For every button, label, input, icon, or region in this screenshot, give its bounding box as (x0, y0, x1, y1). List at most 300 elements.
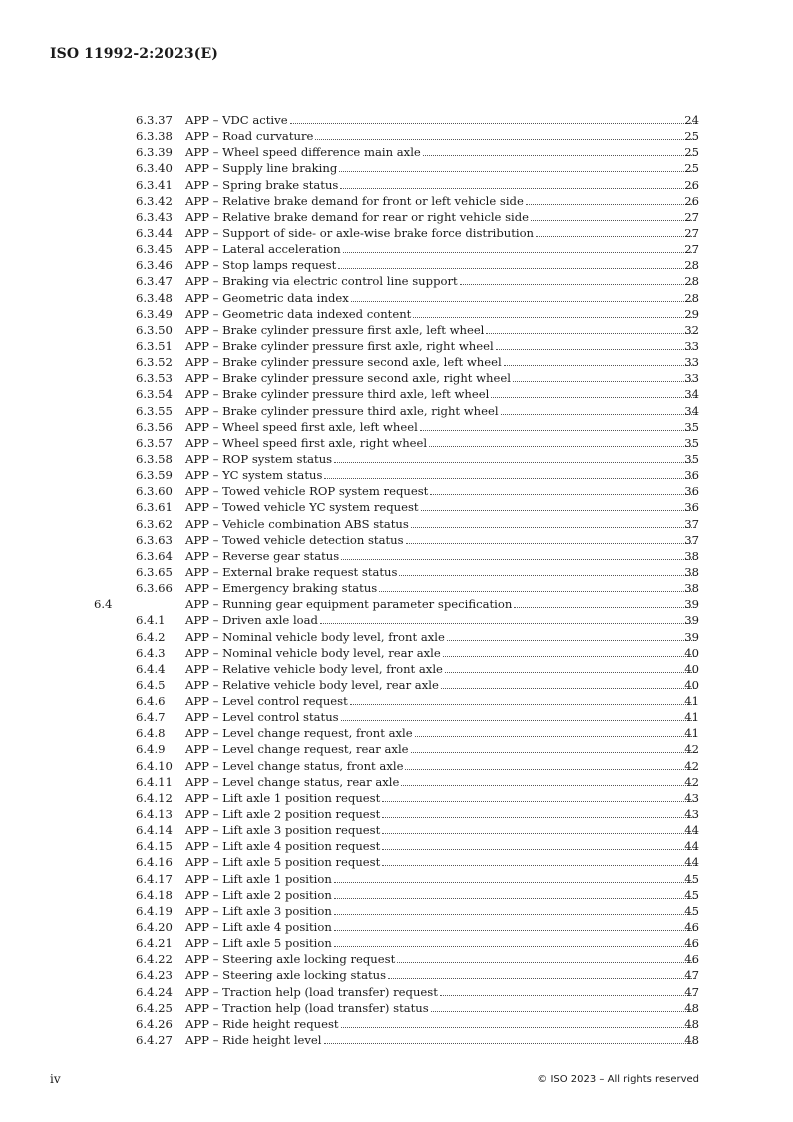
toc-entry-page: 38 (684, 581, 699, 596)
toc-entry[interactable] (0, 758, 793, 774)
toc-entry-title-wrap (185, 177, 697, 193)
dot-leader (399, 565, 696, 576)
toc-entry-title-wrap (185, 887, 697, 903)
toc-entry-page: 46 (684, 920, 699, 935)
toc-entry-title-wrap (185, 661, 697, 677)
dot-leader (334, 872, 696, 883)
toc-entry-number: 6.4.26 (136, 1016, 173, 1031)
toc-entry[interactable] (0, 935, 793, 951)
toc-entry[interactable] (0, 386, 793, 402)
toc-entry-title-wrap (185, 548, 697, 564)
toc-entry-number: 6.4.11 (136, 774, 173, 789)
toc-entry[interactable] (0, 499, 793, 515)
toc-entry[interactable] (0, 838, 793, 854)
toc-entry-number: 6.4.16 (136, 855, 173, 870)
toc-entry-title-wrap (185, 112, 697, 128)
toc-entry-number: 6.4.19 (136, 903, 173, 918)
toc-entry-title: APP – Brake cylinder pressure second axle, left wheel (185, 355, 502, 370)
toc-entry[interactable] (0, 322, 793, 338)
toc-entry-number: 6.3.56 (136, 419, 173, 434)
toc-entry-title: APP – Lift axle 2 position request (185, 807, 381, 822)
toc-entry-title: APP – Brake cylinder pressure first axle, right wheel (185, 338, 494, 353)
dot-leader (334, 936, 696, 947)
toc-entry-title: APP – Steering axle locking request (185, 952, 396, 967)
toc-entry-number: 6.3.62 (136, 516, 173, 531)
toc-entry-number: 6.4.23 (136, 968, 173, 983)
toc-entry-title-wrap (185, 499, 697, 515)
toc-entry-page: 39 (684, 597, 699, 612)
dot-leader (443, 646, 696, 657)
toc-entry[interactable] (0, 209, 793, 225)
toc-entry-page: 26 (684, 177, 699, 192)
toc-entry-title: APP – Brake cylinder pressure first axle, left wheel (185, 322, 485, 337)
toc-entry-page: 38 (684, 548, 699, 563)
toc-entry[interactable] (0, 709, 793, 725)
toc-entry-page: 36 (684, 500, 699, 515)
toc-entry-number: 6.3.59 (136, 468, 173, 483)
dot-leader (441, 678, 696, 689)
toc-entry-title: APP – Relative brake demand for front or left vehicle side (185, 193, 524, 208)
toc-entry-page: 40 (684, 661, 699, 676)
toc-entry-page: 42 (684, 742, 699, 757)
toc-entry-page: 34 (684, 387, 699, 402)
toc-entry-number: 6.4.15 (136, 839, 173, 854)
dot-leader (411, 742, 696, 753)
toc-entry[interactable] (0, 725, 793, 741)
toc-entry-title-wrap (185, 967, 697, 983)
toc-entry-page: 25 (684, 129, 699, 144)
toc-entry-number: 6.4.8 (136, 726, 166, 741)
toc-entry-page: 47 (684, 968, 699, 983)
toc-entry-title: APP – Relative vehicle body level, rear axle (185, 677, 439, 692)
toc-entry-number: 6.4.4 (136, 661, 166, 676)
toc-entry[interactable] (0, 612, 793, 628)
toc-entry-page: 25 (684, 161, 699, 176)
toc-entry-number: 6.4.5 (136, 677, 166, 692)
toc-entry-title-wrap (185, 790, 697, 806)
dot-leader (411, 517, 696, 528)
toc-entry-title-wrap (185, 709, 697, 725)
toc-entry[interactable] (0, 903, 793, 919)
toc-entry[interactable] (0, 661, 793, 677)
toc-entry-number: 6.4.9 (136, 742, 166, 757)
toc-entry-title-wrap (185, 564, 697, 580)
toc-entry-title-wrap (185, 322, 697, 338)
dot-leader (429, 436, 696, 447)
toc-entry[interactable] (0, 354, 793, 370)
toc-entry-number: 6.4.14 (136, 823, 173, 838)
toc-entry-title-wrap (185, 193, 697, 209)
dot-leader (501, 404, 696, 415)
toc-entry-page: 46 (684, 936, 699, 951)
toc-entry-title-wrap (185, 144, 697, 160)
toc-entry[interactable] (0, 1000, 793, 1016)
toc-entry[interactable] (0, 677, 793, 693)
toc-entry[interactable] (0, 241, 793, 257)
dot-leader (405, 759, 696, 770)
dot-leader (413, 307, 696, 318)
toc-entry[interactable] (0, 645, 793, 661)
toc-entry-title: APP – Traction help (load transfer) request (185, 984, 438, 999)
toc-entry[interactable] (0, 144, 793, 160)
toc-entry-number: 6.4.27 (136, 1033, 173, 1048)
toc-entry-title-wrap (185, 677, 697, 693)
toc-entry[interactable] (0, 580, 793, 596)
toc-entry-page: 39 (684, 613, 699, 628)
dot-leader (406, 533, 696, 544)
toc-entry-title-wrap (185, 871, 697, 887)
toc-entry-number: 6.4.20 (136, 920, 173, 935)
dot-leader (460, 274, 696, 285)
page-number: iv (50, 1072, 61, 1086)
toc-entry-number: 6.3.44 (136, 225, 173, 240)
toc-entry[interactable] (0, 257, 793, 273)
toc-entry-number: 6.3.46 (136, 258, 173, 273)
toc-entry-number: 6.3.63 (136, 532, 173, 547)
toc-entry-page: 44 (684, 855, 699, 870)
toc-entry-number: 6.3.65 (136, 564, 173, 579)
toc-entry-number: 6.3.43 (136, 209, 173, 224)
toc-entry-title: APP – Lift axle 4 position request (185, 839, 381, 854)
dot-leader (397, 952, 696, 963)
toc-entry[interactable] (0, 774, 793, 790)
dot-leader (401, 775, 696, 786)
toc-entry-page: 24 (684, 113, 699, 127)
toc-entry[interactable] (0, 741, 793, 757)
toc-entry[interactable] (0, 806, 793, 822)
toc-entry-page: 45 (684, 887, 699, 902)
toc-entry[interactable] (0, 435, 793, 451)
dot-leader (382, 791, 696, 802)
toc-entry-title-wrap (185, 741, 697, 757)
toc-entry-title-wrap (185, 919, 697, 935)
dot-leader (382, 839, 696, 850)
toc-entry-page: 41 (684, 726, 699, 741)
toc-entry[interactable] (0, 370, 793, 386)
toc-entry-number: 6.3.47 (136, 274, 173, 289)
dot-leader (496, 339, 696, 350)
toc-entry[interactable] (0, 193, 793, 209)
toc-entry[interactable] (0, 548, 793, 564)
dot-leader (445, 662, 696, 673)
dot-leader (379, 581, 696, 592)
toc-entry-page: 47 (684, 984, 699, 999)
toc-entry[interactable] (0, 290, 793, 306)
toc-entry-number: 6.3.42 (136, 193, 173, 208)
dot-leader (324, 468, 696, 479)
toc-entry-number: 6.3.38 (136, 129, 173, 144)
toc-entry-title: APP – Stop lamps request (185, 258, 337, 273)
toc-entry-page: 40 (684, 677, 699, 692)
toc-entry[interactable] (0, 419, 793, 435)
toc-entry-page: 44 (684, 839, 699, 854)
toc-entry[interactable] (0, 790, 793, 806)
toc-entry[interactable] (0, 225, 793, 241)
toc-entry[interactable] (0, 451, 793, 467)
dot-leader (334, 904, 696, 915)
toc-entry-title-wrap (185, 580, 697, 596)
dot-leader (526, 194, 696, 205)
toc-entry-title: APP – Nominal vehicle body level, front axle (185, 629, 445, 644)
toc-entry-page: 34 (684, 403, 699, 418)
toc-entry-title: APP – YC system status (185, 468, 323, 483)
toc-entry-title: APP – Level change status, rear axle (185, 774, 400, 789)
toc-entry-number: 6.4.2 (136, 629, 166, 644)
dot-leader (350, 694, 696, 705)
toc-entry-title: APP – Brake cylinder pressure second axle, right wheel (185, 371, 511, 386)
toc-entry-title: APP – Level control status (185, 710, 339, 725)
toc-entry-number: 6.4.18 (136, 887, 173, 902)
dot-leader (320, 613, 696, 624)
toc-entry-title-wrap (185, 290, 697, 306)
toc-entry-title-wrap (185, 612, 697, 628)
dot-leader (514, 597, 696, 608)
toc-entry[interactable] (0, 177, 793, 193)
toc-entry-number: 6.3.58 (136, 451, 173, 466)
toc-entry-title: APP – Level change request, rear axle (185, 742, 409, 757)
toc-entry[interactable] (0, 112, 793, 128)
toc-entry-page: 27 (684, 242, 699, 257)
toc-entry[interactable] (0, 1016, 793, 1032)
toc-entry[interactable] (0, 919, 793, 935)
toc-entry[interactable] (0, 532, 793, 548)
toc-entry-title-wrap (185, 1016, 697, 1032)
toc-entry-title-wrap (185, 160, 697, 176)
toc-entry-title-wrap (185, 1000, 697, 1016)
toc-entry-page: 27 (684, 225, 699, 240)
toc-entry-title: APP – Lift axle 3 position request (185, 823, 381, 838)
dot-leader (447, 630, 696, 641)
toc-entry-page: 28 (684, 290, 699, 305)
toc-entry[interactable] (0, 338, 793, 354)
toc-entry-title-wrap (185, 629, 697, 645)
toc-entry-title: APP – Brake cylinder pressure third axle, right wheel (185, 403, 499, 418)
dot-leader (339, 161, 696, 172)
toc-entry-title: APP – Towed vehicle YC system request (185, 500, 419, 515)
toc-entry-page: 36 (684, 468, 699, 483)
dot-leader (423, 145, 696, 156)
toc-entry-number: 6.3.39 (136, 145, 173, 160)
toc-entry-page: 39 (684, 629, 699, 644)
toc-entry-number: 6.4 (94, 597, 113, 612)
dot-leader (504, 355, 696, 366)
toc-entry-title-wrap (185, 354, 697, 370)
toc-entry-page: 33 (684, 371, 699, 386)
toc-entry[interactable] (0, 822, 793, 838)
toc-entry-number: 6.4.21 (136, 936, 173, 951)
toc-entry[interactable] (0, 984, 793, 1000)
toc-entry-title: APP – Lift axle 5 position (185, 936, 332, 951)
toc-entry-number: 6.3.50 (136, 322, 173, 337)
toc-entry-title-wrap (185, 241, 697, 257)
table-of-contents (0, 112, 793, 1048)
toc-entry-title: APP – Relative vehicle body level, front axle (185, 661, 443, 676)
toc-entry-title-wrap (185, 338, 697, 354)
toc-entry-title: APP – Ride height level (185, 1033, 322, 1048)
toc-entry-title: APP – VDC active (185, 113, 288, 127)
toc-entry-page: 33 (684, 338, 699, 353)
toc-entry-page: 48 (684, 1016, 699, 1031)
toc-entry-page: 28 (684, 258, 699, 273)
toc-entry[interactable] (0, 1032, 793, 1048)
toc-entry[interactable] (0, 160, 793, 176)
dot-leader (338, 258, 696, 269)
toc-entry[interactable] (0, 854, 793, 870)
toc-entry-number: 6.3.53 (136, 371, 173, 386)
toc-entry-title: APP – Spring brake status (185, 177, 339, 192)
toc-entry-title: APP – Towed vehicle ROP system request (185, 484, 429, 499)
toc-entry[interactable] (0, 693, 793, 709)
toc-entry-page: 35 (684, 419, 699, 434)
toc-entry-page: 37 (684, 516, 699, 531)
toc-entry-number: 6.3.64 (136, 548, 173, 563)
toc-entry[interactable] (0, 128, 793, 144)
toc-entry-page: 27 (684, 209, 699, 224)
toc-entry-title-wrap (185, 693, 697, 709)
dot-leader (421, 500, 696, 511)
toc-entry-title: APP – Level control request (185, 694, 348, 709)
toc-entry-title: APP – Relative brake demand for rear or right vehicle side (185, 209, 530, 224)
toc-entry-page: 40 (684, 645, 699, 660)
toc-entry-title: APP – Braking via electric control line support (185, 274, 458, 289)
toc-entry[interactable] (0, 564, 793, 580)
dot-leader (290, 113, 696, 124)
toc-entry-title: APP – Lift axle 1 position (185, 871, 332, 886)
toc-entry[interactable] (0, 596, 793, 612)
toc-entry-title-wrap (185, 806, 697, 822)
toc-entry-title-wrap (185, 516, 697, 532)
toc-entry-title: APP – Wheel speed first axle, right wheel (185, 435, 428, 450)
toc-entry-number: 6.4.17 (136, 871, 173, 886)
toc-entry-title: APP – Level change request, front axle (185, 726, 413, 741)
toc-entry-title-wrap (185, 532, 697, 548)
dot-leader (341, 1017, 696, 1028)
toc-entry[interactable] (0, 306, 793, 322)
toc-entry-number: 6.4.6 (136, 694, 166, 709)
toc-entry[interactable] (0, 516, 793, 532)
toc-entry-title-wrap (185, 403, 697, 419)
toc-entry-title-wrap (185, 419, 697, 435)
dot-leader (491, 387, 696, 398)
dot-leader (431, 1001, 696, 1012)
toc-entry-title: APP – Level change status, front axle (185, 758, 404, 773)
toc-entry-number: 6.3.49 (136, 306, 173, 321)
toc-entry[interactable] (0, 887, 793, 903)
dot-leader (415, 726, 696, 737)
toc-entry-number: 6.3.48 (136, 290, 173, 305)
toc-entry-title-wrap (185, 903, 697, 919)
toc-entry[interactable] (0, 967, 793, 983)
toc-entry-title-wrap (185, 306, 697, 322)
toc-entry-title-wrap (185, 1032, 697, 1048)
toc-entry-title: APP – ROP system status (185, 451, 333, 466)
toc-entry-page: 42 (684, 758, 699, 773)
document-id-header: ISO 11992-2:2023(E) (50, 46, 218, 62)
dot-leader (334, 920, 696, 931)
toc-entry-page: 41 (684, 694, 699, 709)
toc-entry-page: 43 (684, 790, 699, 805)
dot-leader (343, 242, 696, 253)
dot-leader (531, 210, 696, 221)
toc-entry[interactable] (0, 403, 793, 419)
toc-entry-number: 6.3.54 (136, 387, 173, 402)
toc-entry-title-wrap (185, 822, 697, 838)
toc-entry-number: 6.3.52 (136, 355, 173, 370)
toc-entry-page: 36 (684, 484, 699, 499)
dot-leader (351, 291, 696, 302)
toc-entry-title: APP – Supply line braking (185, 161, 338, 176)
toc-entry-number: 6.3.51 (136, 338, 173, 353)
toc-entry-title-wrap (185, 725, 697, 741)
toc-entry[interactable] (0, 629, 793, 645)
toc-entry-title-wrap (185, 209, 697, 225)
toc-entry-title: APP – Lift axle 2 position (185, 887, 332, 902)
toc-entry-page: 45 (684, 871, 699, 886)
dot-leader (382, 823, 696, 834)
toc-entry-title: APP – Road curvature (185, 129, 314, 144)
toc-entry-page: 46 (684, 952, 699, 967)
toc-entry-title: APP – Driven axle load (185, 613, 318, 628)
toc-entry-page: 37 (684, 532, 699, 547)
toc-entry-page: 43 (684, 807, 699, 822)
toc-entry-title: APP – Emergency braking status (185, 581, 378, 596)
toc-entry-page: 38 (684, 564, 699, 579)
toc-entry-page: 25 (684, 145, 699, 160)
toc-entry-title: APP – Nominal vehicle body level, rear axle (185, 645, 441, 660)
dot-leader (513, 371, 696, 382)
toc-entry-title-wrap (185, 225, 697, 241)
toc-entry-title-wrap (185, 128, 697, 144)
toc-entry-number: 6.3.41 (136, 177, 173, 192)
toc-entry[interactable] (0, 871, 793, 887)
toc-entry-title-wrap (185, 854, 697, 870)
toc-entry-page: 41 (684, 710, 699, 725)
toc-entry-title-wrap (185, 257, 697, 273)
toc-entry-title-wrap (185, 645, 697, 661)
toc-entry-page: 48 (684, 1033, 699, 1048)
dot-leader (334, 452, 696, 463)
toc-entry-title-wrap (185, 370, 697, 386)
toc-entry-number: 6.4.10 (136, 758, 173, 773)
toc-entry-page: 42 (684, 774, 699, 789)
toc-entry-title: APP – Lift axle 3 position (185, 903, 332, 918)
toc-entry-number: 6.4.24 (136, 984, 173, 999)
toc-entry-number: 6.4.7 (136, 710, 166, 725)
toc-entry-number: 6.4.22 (136, 952, 173, 967)
toc-entry-title-wrap (185, 483, 697, 499)
toc-entry-title: APP – Vehicle combination ABS status (185, 516, 409, 531)
dot-leader (341, 710, 696, 721)
toc-entry-title: APP – Lift axle 5 position request (185, 855, 381, 870)
toc-entry-number: 6.4.25 (136, 1000, 173, 1015)
toc-entry-title-wrap (185, 596, 697, 612)
toc-entry[interactable] (0, 483, 793, 499)
toc-entry-title: APP – External brake request status (185, 564, 398, 579)
toc-entry-page: 35 (684, 451, 699, 466)
dot-leader (430, 484, 696, 495)
toc-entry-title-wrap (185, 935, 697, 951)
toc-entry-title-wrap (185, 758, 697, 774)
toc-entry[interactable] (0, 951, 793, 967)
dot-leader (340, 178, 696, 189)
toc-entry-number: 6.3.45 (136, 242, 173, 257)
toc-entry-number: 6.3.40 (136, 161, 173, 176)
toc-entry[interactable] (0, 467, 793, 483)
dot-leader (536, 226, 696, 237)
toc-entry-page: 28 (684, 274, 699, 289)
toc-entry[interactable] (0, 273, 793, 289)
dot-leader (388, 968, 696, 979)
